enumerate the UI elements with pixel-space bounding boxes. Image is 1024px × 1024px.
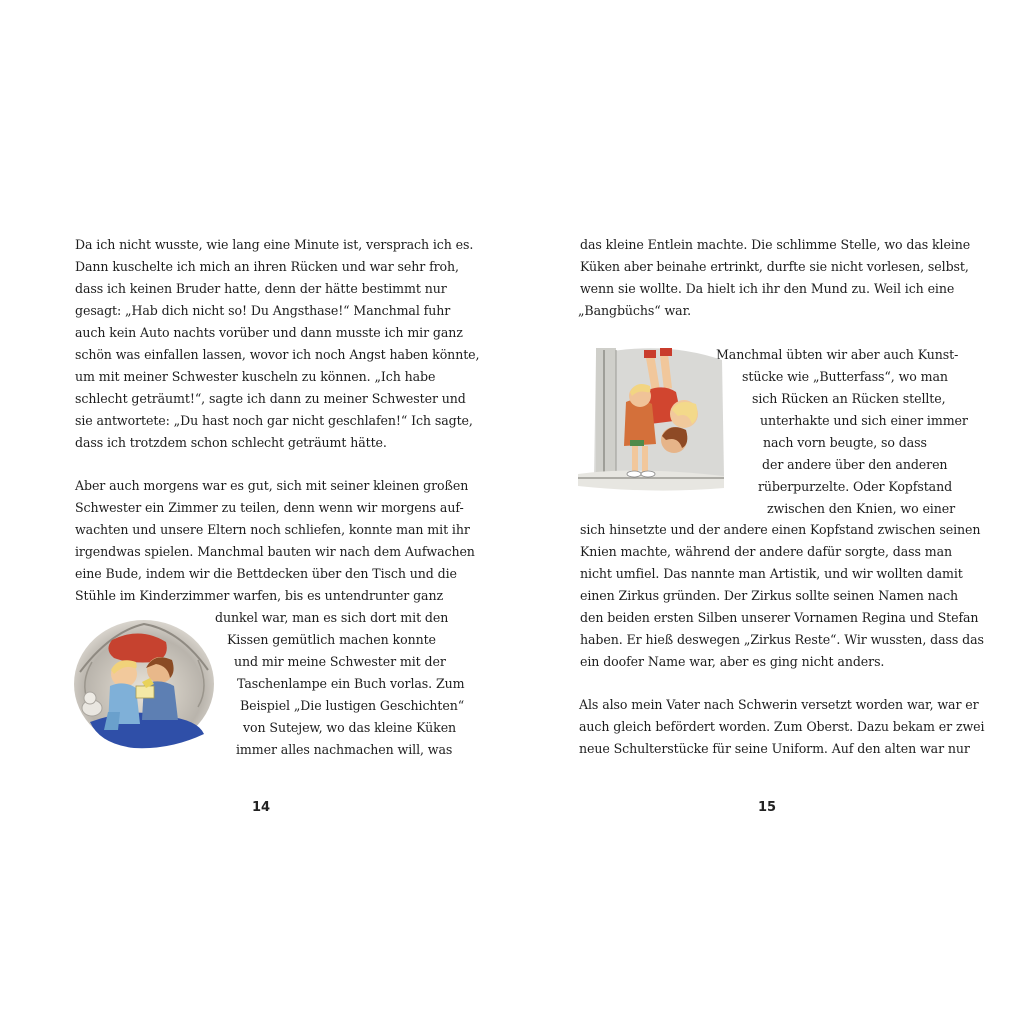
text-line: ein doofer Name war, aber es ging nicht anders. — [580, 654, 885, 669]
text-line: und mir meine Schwester mit der — [234, 654, 446, 669]
text-line: der andere über den anderen — [762, 457, 948, 472]
text-line: sich Rücken an Rücken stellte, — [752, 391, 946, 406]
text-line: Stühle im Kinderzimmer warfen, bis es untendrunter ganz — [75, 588, 443, 603]
text-line: „Bangbüchs“ war. — [578, 303, 692, 318]
children-acrobatics-illustration — [574, 340, 726, 498]
text-line: Küken aber beinahe ertrinkt, durfte sie nicht vorlesen, selbst, — [580, 259, 969, 274]
text-line: stücke wie „Butterfass“, wo man — [742, 369, 948, 384]
text-line: dass ich trotzdem schon schlecht geträumt hätte. — [75, 435, 387, 450]
text-line: Als also mein Vater nach Schwerin versetzt worden war, war er — [579, 697, 979, 712]
text-line: neue Schulterstücke für seine Uniform. Auf den alten war nur — [579, 741, 970, 756]
text-line: zwischen den Knien, wo einer — [767, 501, 956, 516]
text-line: schön was einfallen lassen, wovor ich noch Angst haben könnte, — [75, 347, 480, 362]
text-line: Dann kuschelte ich mich an ihren Rücken und war sehr froh, — [75, 259, 459, 274]
text-line: dass ich keinen Bruder hatte, denn der hätte bestimmt nur — [75, 281, 447, 296]
text-line: Beispiel „Die lustigen Geschichten“ — [240, 698, 465, 713]
text-line: wenn sie wollte. Da hielt ich ihr den Mund zu. Weil ich eine — [580, 281, 955, 296]
text-line: immer alles nachmachen will, was — [236, 742, 453, 757]
text-line: Aber auch morgens war es gut, sich mit seiner kleinen großen — [75, 478, 469, 493]
text-line: irgendwas spielen. Manchmal bauten wir nach dem Aufwachen — [75, 544, 475, 559]
text-line: einen Zirkus gründen. Der Zirkus sollte seinen Namen nach — [580, 588, 959, 603]
text-line: auch gleich befördert worden. Zum Oberst. Dazu bekam er zwei — [579, 719, 985, 734]
page-number-right: 15 — [758, 800, 777, 815]
text-line: sich hinsetzte und der andere einen Kopfstand zwischen seinen — [580, 522, 981, 537]
text-line: Manchmal übten wir aber auch Kunst- — [716, 347, 959, 362]
text-line: Knien machte, während der andere dafür sorgte, dass man — [580, 544, 953, 559]
text-line: Kissen gemütlich machen konnte — [227, 632, 436, 647]
text-line: von Sutejew, wo das kleine Küken — [243, 720, 457, 735]
text-line: den beiden ersten Silben unserer Vornamen Regina und Stefan — [580, 610, 979, 625]
text-line: haben. Er hieß deswegen „Zirkus Reste“. Wir wussten, dass das — [580, 632, 984, 647]
text-line: schlecht geträumt!“, sagte ich dann zu meiner Schwester und — [75, 391, 466, 406]
text-line: rüberpurzelte. Oder Kopfstand — [758, 479, 953, 494]
text-line: auch kein Auto nachts vorüber und dann musste ich mir ganz — [75, 325, 463, 340]
text-line: eine Bude, indem wir die Bettdecken über den Tisch und die — [75, 566, 457, 581]
right-page — [512, 0, 1024, 1024]
text-line: Taschenlampe ein Buch vorlas. Zum — [237, 676, 465, 691]
text-line: um mit meiner Schwester kuscheln zu können. „Ich habe — [75, 369, 436, 384]
text-line: nach vorn beugte, so dass — [763, 435, 927, 450]
page-number-left: 14 — [252, 800, 271, 815]
text-line: dunkel war, man es sich dort mit den — [215, 610, 449, 625]
text-line: das kleine Entlein machte. Die schlimme Stelle, wo das kleine — [580, 237, 971, 252]
text-line: unterhakte und sich einer immer — [760, 413, 968, 428]
text-line: sie antwortete: „Du hast noch gar nicht geschlafen!“ Ich sagte, — [75, 413, 473, 428]
text-line: gesagt: „Hab dich nicht so! Du Angsthase!“ Manchmal fuhr — [75, 303, 451, 318]
text-line: nicht umfiel. Das nannte man Artistik, und wir wollten damit — [580, 566, 963, 581]
text-line: Schwester ein Zimmer zu teilen, denn wenn wir morgens auf- — [75, 500, 464, 515]
children-reading-under-blanket-illustration — [70, 612, 216, 752]
text-line: Da ich nicht wusste, wie lang eine Minute ist, versprach ich es. — [75, 237, 474, 252]
text-line: wachten und unsere Eltern noch schliefen, konnte man mit ihr — [75, 522, 470, 537]
